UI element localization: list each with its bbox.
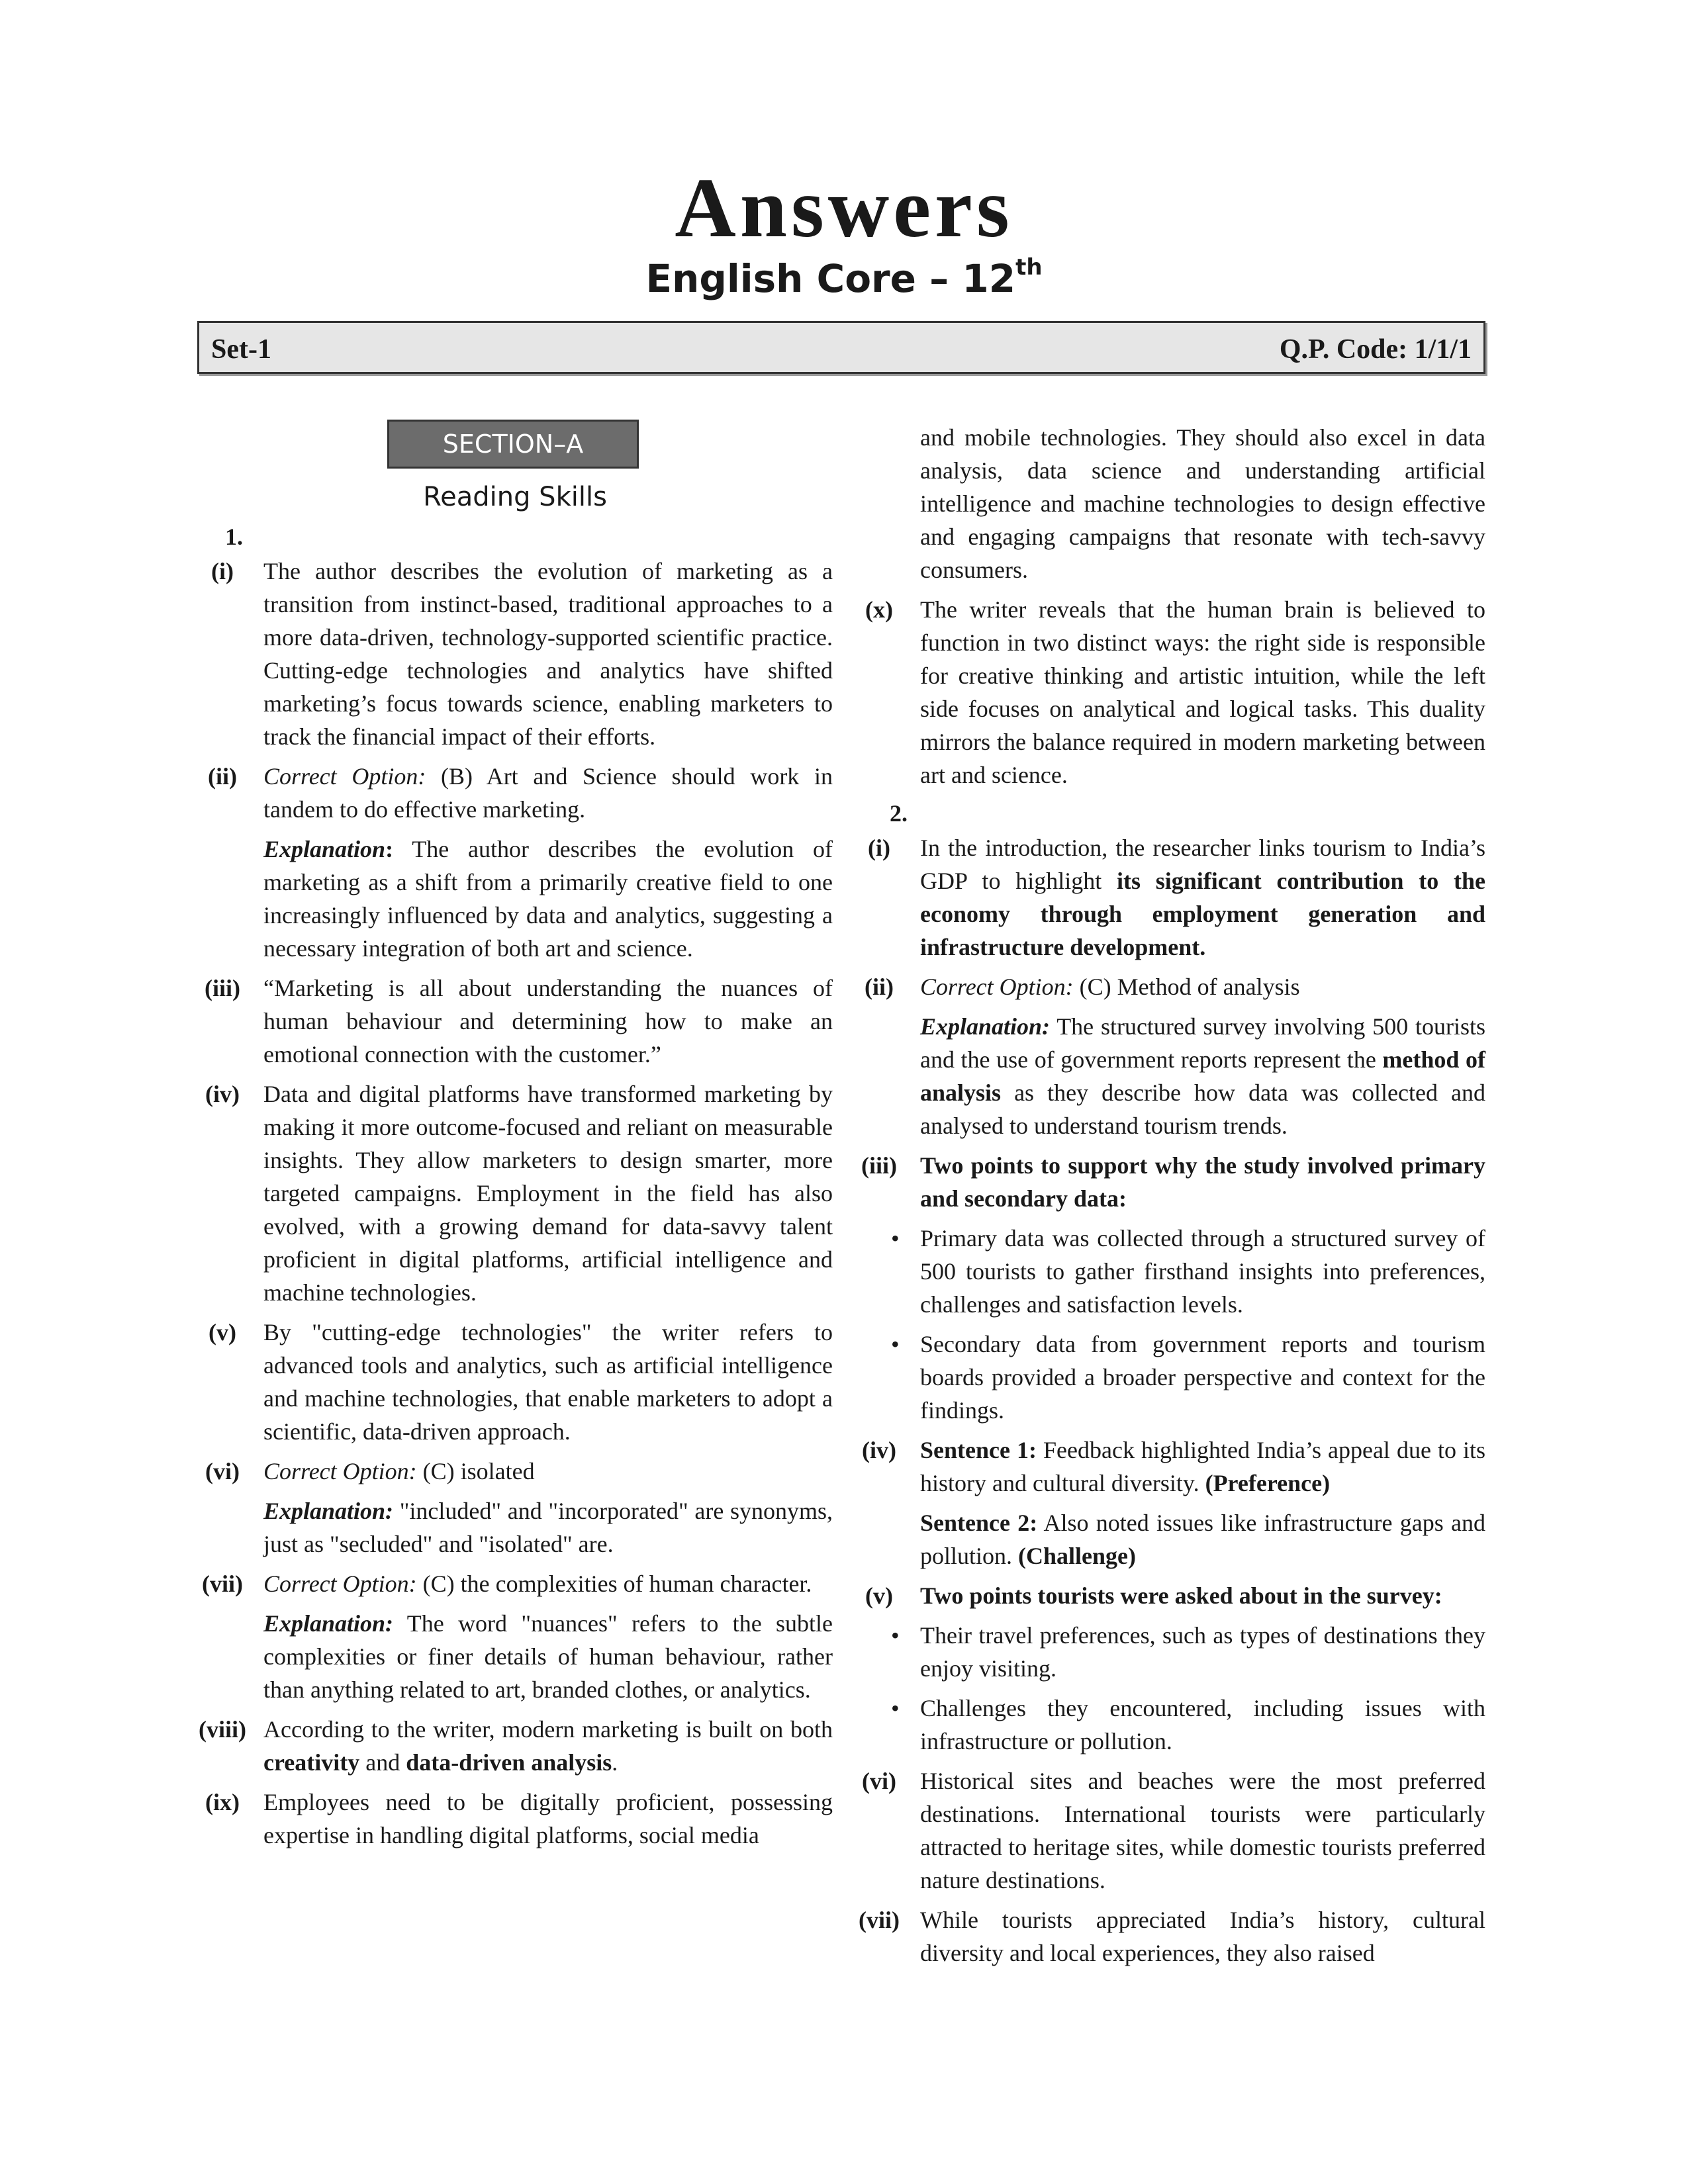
option-label: Correct Option:	[263, 1570, 417, 1597]
section-badge: SECTION–A	[387, 420, 639, 469]
answer-item	[197, 1455, 833, 1561]
item-number: (vi)	[205, 1458, 240, 1484]
sentence-tag: (Preference)	[1205, 1470, 1331, 1496]
sentence-label: Sentence 1:	[920, 1437, 1037, 1463]
bold-term: method of analysis	[920, 1046, 1485, 1106]
answer-text: While tourists appreciated India’s history, cultural diversity and local experiences, they also raised	[920, 1907, 1485, 1966]
question-number: 1.	[225, 523, 243, 550]
answer-item	[197, 1786, 833, 1852]
item-number: (ii)	[865, 974, 894, 1000]
option-text: (B) Art and Science should work in tandem to do effective marketing.	[263, 763, 833, 823]
bullet-text: Their travel preferences, such as types of destinations they enjoy visiting.	[920, 1622, 1485, 1682]
correct-option	[263, 1455, 833, 1488]
explanation	[263, 833, 833, 965]
bullet-icon: •	[891, 1622, 900, 1649]
item-number: (i)	[868, 835, 890, 861]
answer-text	[263, 1713, 833, 1779]
bullet-text: Challenges they encountered, including issues with infrastructure or pollution.	[920, 1695, 1485, 1754]
answer-item	[854, 1579, 1485, 1758]
text-segment: In the introduction, the researcher links tourism to India’s GDP to highlight	[920, 835, 1485, 894]
item-number: (ii)	[208, 763, 237, 790]
question-number: 2.	[890, 800, 908, 827]
sentence-1	[920, 1433, 1485, 1500]
correct-option	[263, 1567, 833, 1600]
explanation-text: The word "nuances" refers to the subtle complexities or finer details of human behaviour, rather than anything related to art, branded clothes, or analytics.	[263, 1610, 833, 1703]
section-subtitle: Reading Skills	[423, 482, 607, 512]
explanation-text: "included" and "incorporated" are synonyms, just as "secluded" and "isolated" are.	[263, 1498, 833, 1557]
bullet-icon: •	[891, 1695, 900, 1721]
answer-item	[854, 831, 1485, 964]
explanation-label: Explanation:	[263, 1610, 394, 1637]
set-label: Set-1	[211, 334, 271, 365]
item-number: (v)	[209, 1319, 236, 1345]
correct-option	[920, 970, 1485, 1003]
answer-text	[920, 831, 1485, 964]
answer-text: By "cutting-edge technologies" the writer refers to advanced tools and analytics, such as artificial intelligence and machine technologies, that enable marketers to adopt a scientific, data-driven approach.	[263, 1319, 833, 1445]
answer-heading	[920, 1579, 1485, 1612]
option-text: (C) isolated	[416, 1458, 535, 1484]
option-text: (C) the complexities of human character.	[416, 1570, 812, 1597]
text-segment: The structured survey involving 500 tourists and the use of government reports represent the	[920, 1013, 1485, 1073]
answer-item	[197, 555, 833, 753]
explanation-label: Explanation:	[263, 1498, 394, 1524]
right-column	[854, 421, 1485, 1976]
bullet-item	[891, 1692, 1485, 1758]
text-segment: and	[359, 1749, 406, 1776]
explanation	[263, 1607, 833, 1706]
correct-option	[263, 760, 833, 826]
sentence-text: Also noted issues like infrastructure gaps and pollution.	[920, 1510, 1485, 1569]
item-number: (viii)	[199, 1716, 246, 1743]
explanation-colon: :	[385, 836, 394, 862]
left-column	[197, 410, 833, 1858]
answer-item	[854, 1903, 1485, 1970]
answer-item	[197, 1316, 833, 1448]
answer-item-continued	[854, 421, 1485, 586]
explanation-label: Explanation	[263, 836, 386, 862]
explanation-label: Explanation:	[920, 1013, 1051, 1040]
heading-text: Two points to support why the study involved primary and secondary data:	[920, 1152, 1485, 1212]
answer-text: The author describes the evolution of marketing as a transition from instinct-based, traditional approaches to a more data-driven, technology-supported scientific practice. Cutting-edge technologies and analytics have shifted marketing’s focus towards science, enabling marketers to track the financial impact of their efforts.	[263, 558, 833, 750]
sentence-label: Sentence 2:	[920, 1510, 1038, 1536]
bold-term: creativity	[263, 1749, 360, 1776]
item-number: (iv)	[862, 1437, 896, 1463]
answer-item	[197, 972, 833, 1071]
item-number: (iii)	[205, 975, 240, 1001]
item-number: (v)	[865, 1582, 893, 1609]
answer-item	[197, 760, 833, 965]
bold-term: its significant contribution to the economy through employment generation and infrastructure development.	[920, 868, 1486, 960]
item-number: (ix)	[205, 1789, 240, 1815]
item-number: (vii)	[202, 1570, 243, 1597]
set-bar	[197, 321, 1485, 374]
answer-text: The writer reveals that the human brain is believed to function in two distinct ways: the right side is responsible for creative thinking and artistic intuition, while the left side focuses on analytical and logical tasks. This duality mirrors the balance required in modern marketing between art and science.	[920, 596, 1485, 788]
item-number: (i)	[211, 558, 234, 584]
answer-heading	[920, 1149, 1485, 1215]
bullet-icon: •	[891, 1225, 900, 1251]
option-label: Correct Option:	[920, 974, 1074, 1000]
bold-term: data-driven analysis	[406, 1749, 612, 1776]
text-segment: According to the writer, modern marketing is built on both	[263, 1716, 833, 1743]
subtitle-superscript: th	[1015, 253, 1043, 281]
subtitle-text: English Core – 12	[645, 256, 1016, 301]
answer-text: Historical sites and beaches were the most preferred destinations. International tourists were particularly attracted to heritage sites, while domestic tourists preferred nature destinations.	[920, 1768, 1485, 1893]
bullet-text: Primary data was collected through a structured survey of 500 tourists to gather firsthand insights into preferences, challenges and satisfaction levels.	[920, 1225, 1485, 1318]
text-segment: as they describe how data was collected and analysed to understand tourism trends.	[920, 1079, 1485, 1139]
answer-item	[197, 1567, 833, 1706]
option-label: Correct Option:	[263, 763, 426, 790]
heading-text: Two points tourists were asked about in the survey:	[920, 1582, 1442, 1609]
answer-item	[854, 1149, 1485, 1427]
answer-item	[854, 1433, 1485, 1572]
answer-text: “Marketing is all about understanding the nuances of human behaviour and determining how to make an emotional connection with the customer.”	[263, 975, 833, 1068]
answer-item	[854, 1764, 1485, 1897]
explanation	[263, 1494, 833, 1561]
explanation	[920, 1010, 1485, 1142]
bullet-item	[891, 1328, 1485, 1427]
answer-text: Data and digital platforms have transformed marketing by making it more outcome-focused and reliant on measurable insights. They allow marketers to design smarter, more targeted campaigns. Employment in the field has also evolved, with a growing demand for data-savvy talent proficient in digital platforms, artificial intelligence and machine technologies.	[263, 1081, 833, 1306]
item-number: (vi)	[862, 1768, 896, 1794]
item-number: (x)	[865, 596, 893, 623]
qp-code: Q.P. Code: 1/1/1	[1279, 334, 1472, 365]
explanation-text: The author describes the evolution of marketing as a shift from a primarily creative field to one increasingly influenced by data and analytics, suggesting a necessary integration of both art and science.	[263, 836, 833, 962]
sentence-2	[920, 1506, 1485, 1572]
text-segment: .	[612, 1749, 618, 1776]
page-subtitle	[0, 253, 1688, 301]
answer-item	[854, 593, 1485, 792]
item-number: (iv)	[205, 1081, 240, 1107]
page-title: Answers	[675, 161, 1013, 255]
sentence-text: Feedback highlighted India’s appeal due to its history and cultural diversity.	[920, 1437, 1485, 1496]
answer-item	[197, 1077, 833, 1309]
answer-text: and mobile technologies. They should also excel in data analysis, data science and understanding artificial intelligence and machine technologies to design effective and engaging campaigns that resonate with tech-savvy consumers.	[920, 424, 1485, 583]
option-label: Correct Option:	[263, 1458, 417, 1484]
option-text: (C) Method of analysis	[1073, 974, 1300, 1000]
bullet-item	[891, 1619, 1485, 1685]
answer-item	[197, 1713, 833, 1779]
answer-text: Employees need to be digitally proficient, possessing expertise in handling digital platforms, social media	[263, 1789, 833, 1848]
item-number: (iii)	[861, 1152, 897, 1179]
sentence-tag: (Challenge)	[1018, 1543, 1136, 1569]
bullet-text: Secondary data from government reports and tourism boards provided a broader perspective and context for the findings.	[920, 1331, 1485, 1424]
answer-item	[854, 970, 1485, 1142]
bullet-item	[891, 1222, 1485, 1321]
item-number: (vii)	[859, 1907, 900, 1933]
bullet-icon: •	[891, 1331, 900, 1357]
